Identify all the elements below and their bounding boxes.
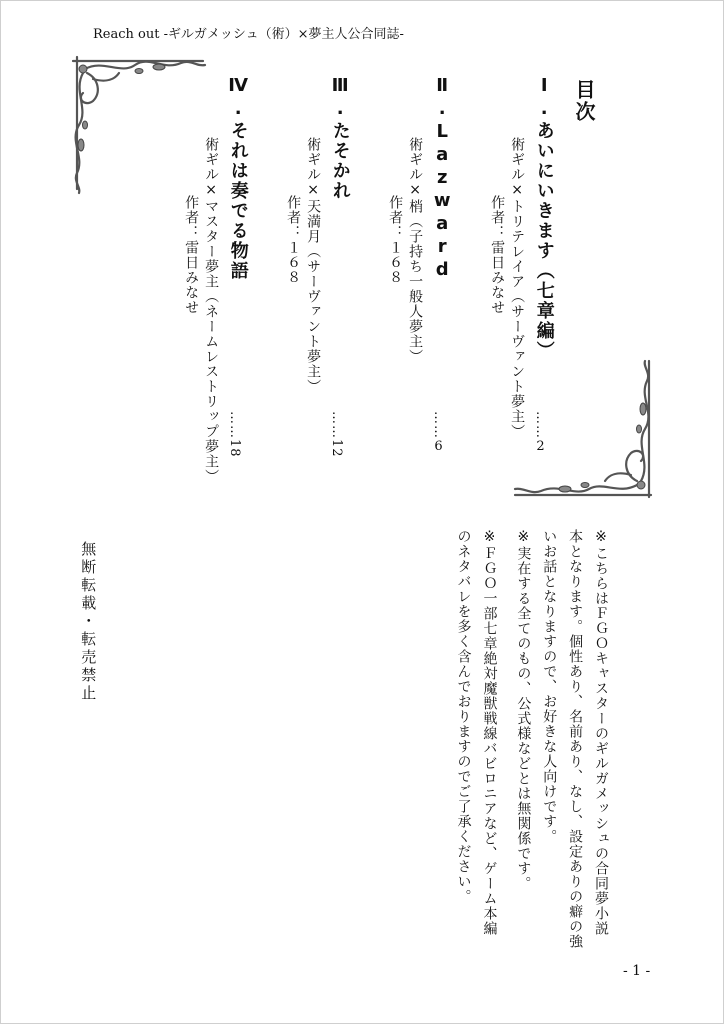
- toc-entry-3-number: Ⅲ.: [329, 75, 351, 121]
- toc-entry-4-author: 作者：雷日みなせ: [183, 195, 200, 315]
- toc-entry-1-title: あいにいきます（七章編）: [533, 121, 555, 361]
- toc-entry-1-heading: [533, 75, 554, 361]
- toc-entry-3-page: ……12: [329, 411, 344, 458]
- toc-entry-1-author: 作者：雷日みなせ: [489, 195, 506, 315]
- toc-entry-1-page: ……2: [533, 411, 548, 455]
- toc-entry-2-heading: [431, 75, 452, 282]
- toc-entry-4-number: Ⅳ.: [227, 75, 249, 121]
- toc-entry-3-author: 作者：１６８: [285, 195, 302, 285]
- toc-entry-4-page: ……18: [227, 411, 242, 458]
- note-1: ※こちらはＦＧＯキャスターのギルガメッシュの合同夢小説本となります。個性あり、名前あり、なし、設定ありの癖の強いお話となりますので、お好きな人向けです。: [541, 529, 609, 949]
- toc-entry-3-heading: [329, 75, 350, 201]
- toc-entry-3-title: たそかれ: [329, 121, 351, 201]
- toc-entry-2-author: 作者：１６８: [387, 195, 404, 285]
- corner-ornament-top-left: [63, 49, 213, 195]
- toc-leader: ……: [533, 411, 548, 439]
- toc-entry-2-pairing: 術ギル×梢（子持ち一般人夢主）: [407, 137, 424, 364]
- toc-entry-1-pairing: 術ギル×トリテレイア（サーヴァント夢主）: [509, 137, 526, 439]
- note-2: ※実在する全てのもの、公式様などとは無関係です。: [515, 529, 532, 891]
- toc-entry-2-number: Ⅱ.: [431, 75, 453, 121]
- toc-entry-4-pairing: 術ギル×マスター夢主（ネームレストリップ夢主）: [203, 137, 220, 484]
- running-header: Reach out -ギルガメッシュ（術）×夢主人公合同誌-: [93, 27, 404, 42]
- copyright-notice: 無断転載・転売禁止: [79, 541, 98, 703]
- toc-leader: ……: [329, 411, 344, 439]
- page-number: - 1 -: [623, 963, 651, 979]
- toc-entry-1-number: Ⅰ.: [533, 75, 555, 121]
- toc-leader: ……: [431, 411, 446, 439]
- toc-title: 目次: [572, 79, 596, 123]
- toc-entry-2-title: Lazward: [431, 121, 453, 282]
- toc-entry-4-heading: [227, 75, 248, 281]
- toc-entry-3-pairing: 術ギル×天満月（サーヴァント夢主）: [305, 137, 322, 394]
- notes-block: [453, 529, 613, 949]
- toc-entry-2-page: ……6: [431, 411, 446, 455]
- toc-leader: ……: [227, 411, 242, 439]
- note-3: ※ＦＧＯ一部七章絶対魔獣戦線バビロニアなど、ゲーム本編のネタバレを多く含んでおりますのでご了承ください。: [455, 529, 498, 936]
- corner-ornament-right: [509, 357, 661, 505]
- toc-entry-4-title: それは奏でる物語: [227, 121, 249, 281]
